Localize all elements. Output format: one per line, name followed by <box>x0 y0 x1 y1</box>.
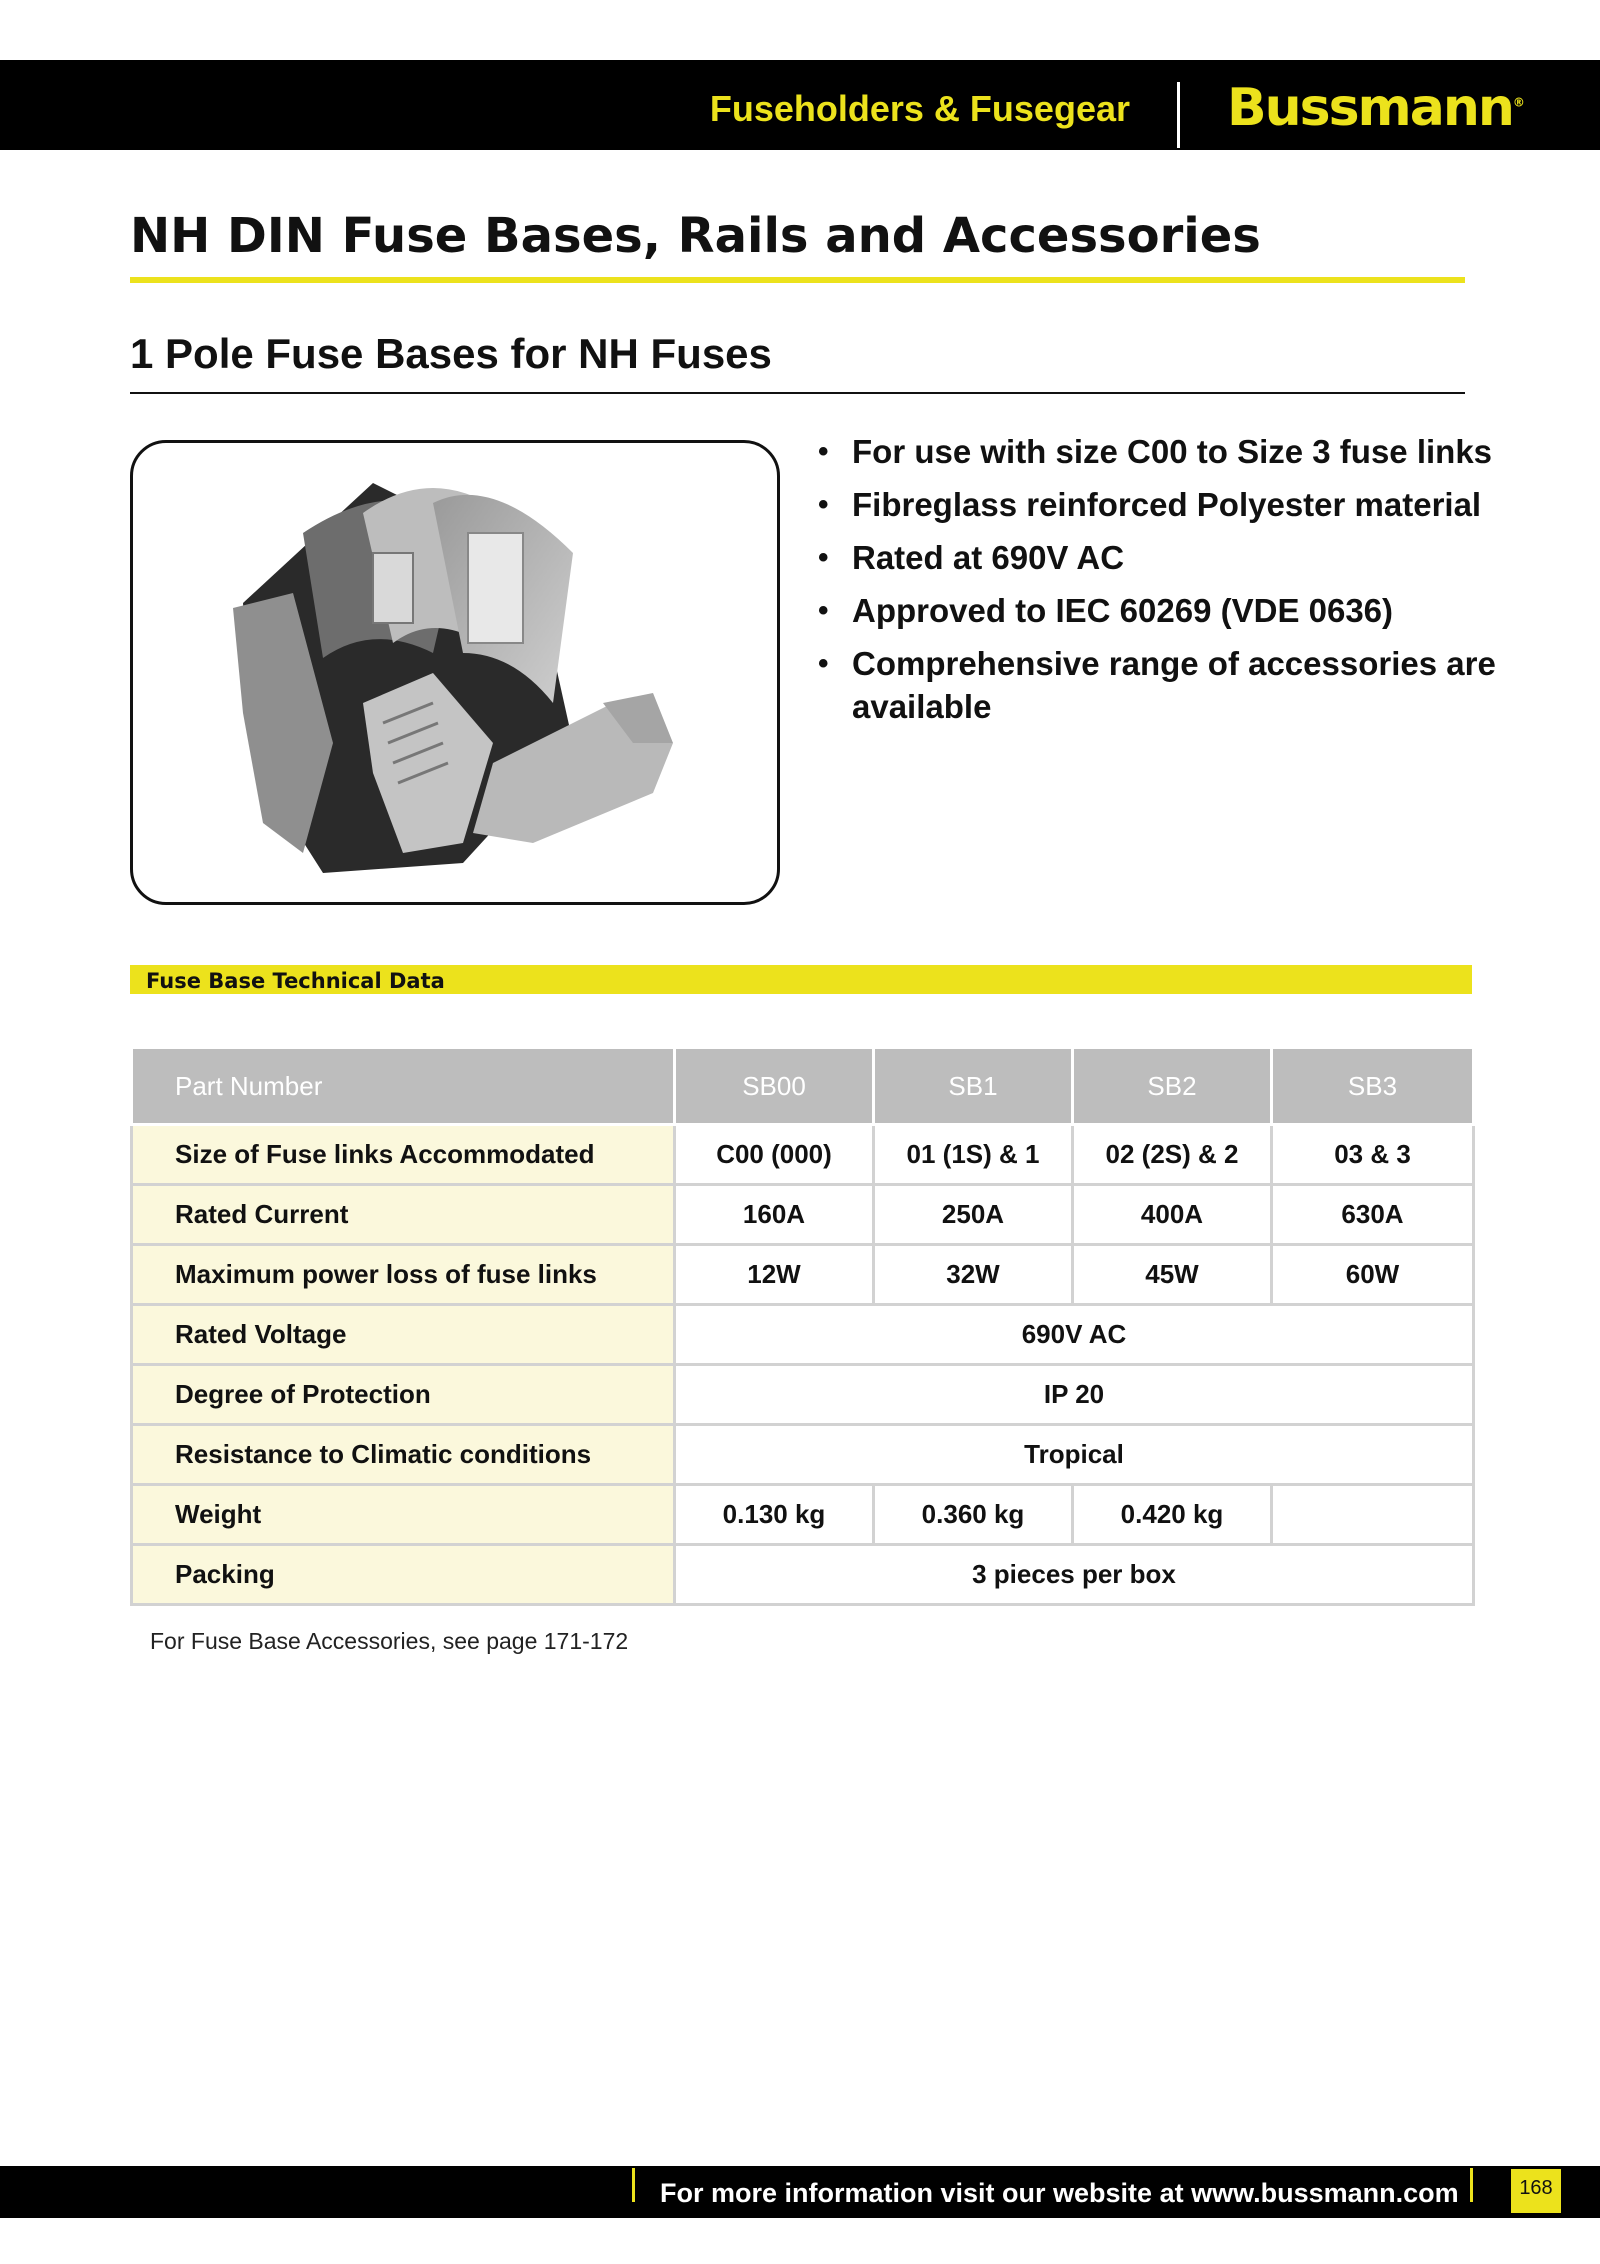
feature-item: • Fibreglass reinforced Polyester material <box>818 486 1482 523</box>
table-row <box>132 1425 1474 1485</box>
table-cell: 12W <box>675 1245 874 1305</box>
table-cell: 630A <box>1272 1185 1474 1245</box>
column-header: Part Number <box>132 1048 675 1125</box>
table-row <box>132 1485 1474 1545</box>
feature-text: Rated at 690V AC <box>852 539 1125 576</box>
feature-text: Fibreglass reinforced Polyester material <box>852 486 1482 523</box>
product-photo <box>130 440 780 905</box>
column-header: SB00 <box>675 1048 874 1125</box>
column-header: SB1 <box>874 1048 1073 1125</box>
table-cell: 690V AC <box>675 1305 1474 1365</box>
table-cell: Tropical <box>675 1425 1474 1485</box>
footer-divider-right <box>1470 2168 1473 2202</box>
feature-item: • For use with size C00 to Size 3 fuse links <box>818 433 1493 470</box>
title-underline <box>130 277 1465 283</box>
table-cell: 01 (1S) & 1 <box>874 1125 1073 1185</box>
table-cell: C00 (000) <box>675 1125 874 1185</box>
technical-data-table <box>130 1046 1475 1606</box>
table-cell: 60W <box>1272 1245 1474 1305</box>
subtitle-underline <box>130 392 1465 394</box>
table-row <box>132 1245 1474 1305</box>
table-cell: 03 & 3 <box>1272 1125 1474 1185</box>
table-cell <box>1272 1485 1474 1545</box>
feature-text: For use with size C00 to Size 3 fuse links <box>852 433 1493 470</box>
section-subtitle: 1 Pole Fuse Bases for NH Fuses <box>130 330 772 377</box>
registered-mark: ® <box>1512 95 1523 110</box>
table-row <box>132 1305 1474 1365</box>
table-cell: 160A <box>675 1185 874 1245</box>
feature-item: • Approved to IEC 60269 (VDE 0636) <box>818 592 1394 629</box>
footer-bar <box>0 2166 1600 2218</box>
table-row <box>132 1545 1474 1605</box>
header-bar <box>0 60 1600 150</box>
row-label: Packing <box>132 1545 675 1605</box>
row-label: Resistance to Climatic conditions <box>132 1425 675 1485</box>
technical-data-band <box>130 965 1472 994</box>
table-header-row <box>132 1048 1474 1125</box>
table-cell: 32W <box>874 1245 1073 1305</box>
row-label: Weight <box>132 1485 675 1545</box>
table-row <box>132 1125 1474 1185</box>
page-title: NH DIN Fuse Bases, Rails and Accessories <box>130 208 1261 264</box>
table-cell: 45W <box>1073 1245 1272 1305</box>
table-cell: 0.420 kg <box>1073 1485 1272 1545</box>
table-cell: 3 pieces per box <box>675 1545 1474 1605</box>
bussmann-logo <box>1227 78 1523 138</box>
table-row <box>132 1365 1474 1425</box>
band-title: Fuse Base Technical Data <box>146 969 445 993</box>
feature-item: • Rated at 690V AC <box>818 539 1125 576</box>
footnote: For Fuse Base Accessories, see page 171-172 <box>150 1628 629 1654</box>
table-cell: 0.130 kg <box>675 1485 874 1545</box>
feature-text: Approved to IEC 60269 (VDE 0636) <box>852 592 1394 629</box>
table-cell: 250A <box>874 1185 1073 1245</box>
feature-text: Comprehensive range of accessories are available <box>852 645 1496 725</box>
row-label: Degree of Protection <box>132 1365 675 1425</box>
footer-website-text: For more information visit our website at www.bussmann.com <box>660 2178 1459 2208</box>
fuse-base-illustration <box>133 443 780 905</box>
footer-divider-left <box>632 2168 635 2202</box>
header-divider <box>1177 82 1180 148</box>
table-cell: 400A <box>1073 1185 1272 1245</box>
row-label: Maximum power loss of fuse links <box>132 1245 675 1305</box>
table-cell: 0.360 kg <box>874 1485 1073 1545</box>
row-label: Rated Current <box>132 1185 675 1245</box>
column-header: SB3 <box>1272 1048 1474 1125</box>
table-row <box>132 1185 1474 1245</box>
section-title: Fuseholders & Fusegear <box>709 88 1130 129</box>
table-cell: IP 20 <box>675 1365 1474 1425</box>
feature-list <box>818 430 1518 738</box>
feature-item: • Comprehensive range of accessories are available <box>818 645 1496 725</box>
row-label: Size of Fuse links Accommodated <box>132 1125 675 1185</box>
brand-name: Bussmann <box>1227 78 1513 138</box>
table-cell: 02 (2S) & 2 <box>1073 1125 1272 1185</box>
column-header: SB2 <box>1073 1048 1272 1125</box>
row-label: Rated Voltage <box>132 1305 675 1365</box>
page-number: 168 <box>1511 2169 1561 2213</box>
